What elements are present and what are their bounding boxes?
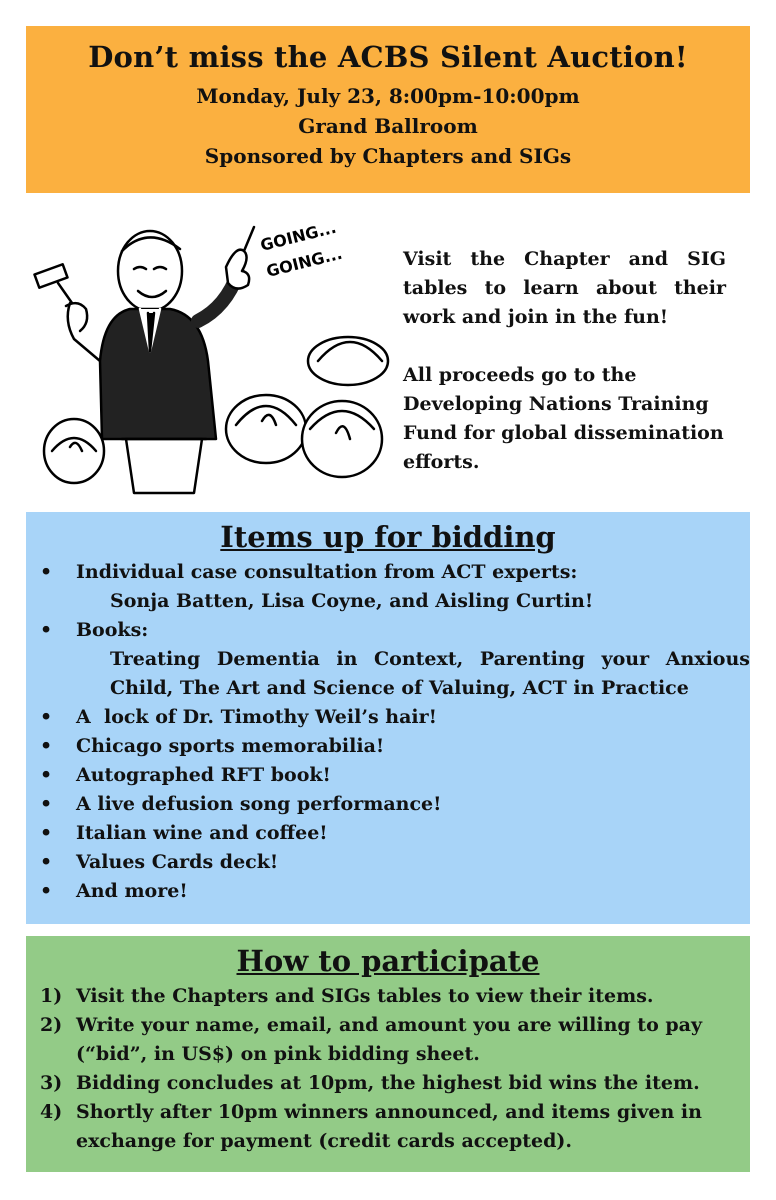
auctioneer-illustration (30, 211, 400, 496)
participate-section (26, 936, 750, 1172)
items-heading: Items up for bidding (220, 520, 556, 554)
bullet-icon: • (40, 822, 53, 844)
list-item (26, 877, 750, 906)
list-item (26, 848, 750, 877)
item-text: Italian wine and coffee! (76, 822, 328, 844)
item-text: Individual case consultation from ACT experts: (76, 561, 578, 583)
item-text: A live defusion song performance! (76, 793, 442, 815)
step-number: 1) (40, 985, 63, 1007)
item-text: Books: (76, 619, 149, 641)
item-subtext: Treating Dementia in Context, Parenting your Anxious Child, The Art and Science of Valuing, ACT in Practice (110, 648, 750, 699)
proceeds-paragraph: All proceeds go to the Developing Nations Training Fund for global dissemination efforts. (403, 364, 724, 473)
participate-heading: How to participate (236, 944, 540, 978)
items-list (26, 558, 750, 906)
step-text: Write your name, email, and amount you are willing to pay (“bid”, in US$) on pink bidding sheet. (76, 1014, 702, 1065)
bullet-icon: • (40, 880, 53, 902)
step-text: Visit the Chapters and SIGs tables to view their items. (76, 985, 654, 1007)
step-text: Bidding concludes at 10pm, the highest bid wins the item. (76, 1072, 700, 1094)
bullet-icon: • (40, 793, 53, 815)
step-number: 3) (40, 1072, 63, 1094)
step-text: Shortly after 10pm winners announced, and items given in exchange for payment (credit cards accepted). (76, 1101, 702, 1152)
intro-text (403, 245, 726, 477)
step-item (26, 1069, 750, 1098)
intro-section (26, 205, 750, 500)
list-item (26, 703, 750, 732)
bullet-icon: • (40, 706, 53, 728)
caption-going-2: GOING... (264, 243, 345, 281)
bullet-icon: • (40, 735, 53, 757)
steps-list (26, 982, 750, 1156)
list-item (26, 558, 750, 616)
step-item (26, 1011, 750, 1069)
list-item (26, 616, 750, 703)
items-section (26, 512, 750, 924)
item-subtext: Sonja Batten, Lisa Coyne, and Aisling Curtin! (110, 590, 594, 612)
list-item (26, 819, 750, 848)
list-item (26, 761, 750, 790)
step-number: 4) (40, 1101, 63, 1123)
visit-tables-paragraph: Visit the Chapter and SIG tables to learn about their work and join in the fun! (403, 248, 726, 328)
item-text: And more! (76, 880, 188, 902)
event-sponsor: Sponsored by Chapters and SIGs (204, 144, 572, 168)
step-item (26, 982, 750, 1011)
bullet-icon: • (40, 764, 53, 786)
auction-title: Don’t miss the ACBS Silent Auction! (88, 40, 688, 74)
list-item (26, 790, 750, 819)
event-date-time: Monday, July 23, 8:00pm-10:00pm (196, 84, 580, 108)
bullet-icon: • (40, 851, 53, 873)
item-text: Autographed RFT book! (76, 764, 331, 786)
item-text: A lock of Dr. Timothy Weil’s hair! (76, 706, 437, 728)
step-item (26, 1098, 750, 1156)
bullet-icon: • (40, 561, 53, 583)
step-number: 2) (40, 1014, 63, 1036)
caption-going-1: GOING... (258, 217, 339, 255)
event-location: Grand Ballroom (298, 114, 478, 138)
list-item (26, 732, 750, 761)
header-banner (26, 26, 750, 193)
bullet-icon: • (40, 619, 53, 641)
item-text: Values Cards deck! (76, 851, 279, 873)
item-text: Chicago sports memorabilia! (76, 735, 385, 757)
